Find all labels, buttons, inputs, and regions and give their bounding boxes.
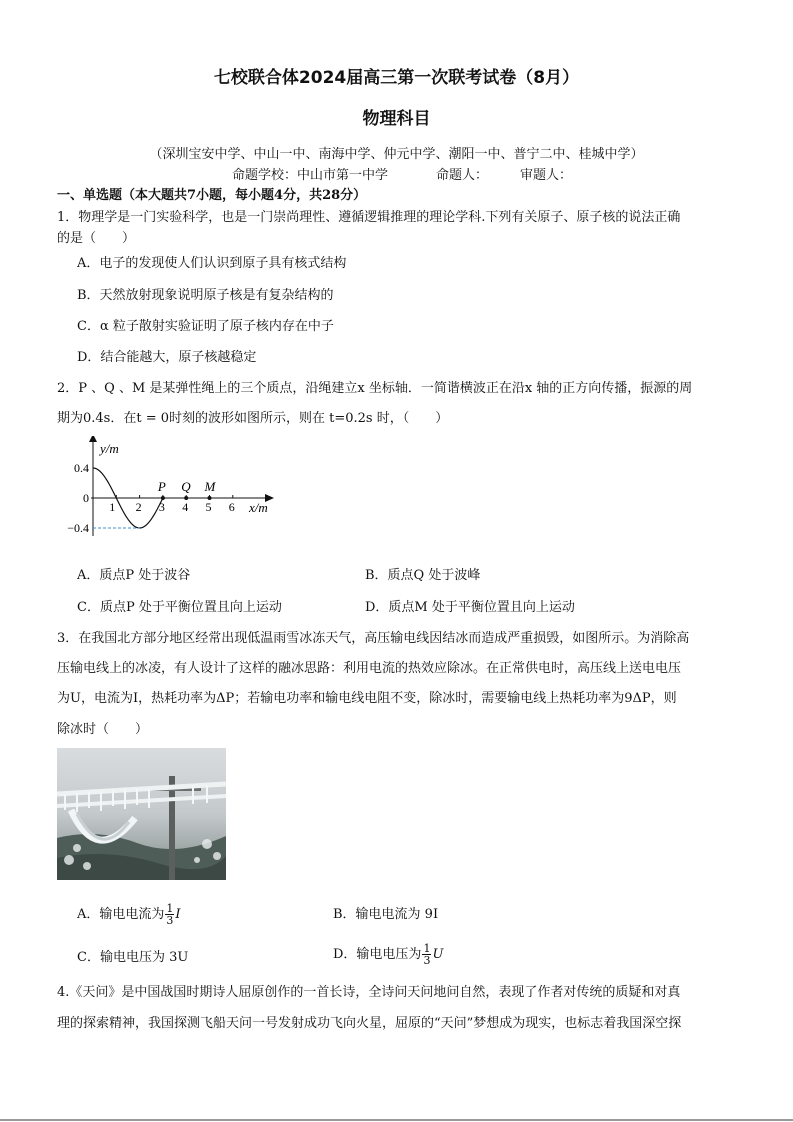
wave-point-p	[161, 496, 165, 500]
q3-option-a[interactable]	[77, 903, 181, 926]
section-heading: 一、单选题（本大题共7小题，每小题4分，共28分）	[57, 188, 367, 203]
x-axis-label: x/m	[249, 500, 268, 515]
q2-stem-line2: 期为0.4s．在t = 0时刻的波形如图所示，则在 t=0.2s 时，（ ）	[57, 411, 449, 426]
q3-stem-line4: 除冰时（ ）	[57, 722, 149, 737]
q3-stem-line2: 压输电线上的冰凌，有人设计了这样的融冰思路：利用电流的热效应除冰。在正常供电时，高压线上送电电压	[57, 661, 682, 676]
q2-option-a[interactable]: A．质点P 处于波谷	[77, 568, 191, 583]
q4-stem-line2: 理的探索精神，我国探测飞船天问一号发射成功飞向火星，屈原的“天问”梦想成为现实，也标志着我国深空探	[57, 1016, 682, 1031]
q3-option-d[interactable]	[333, 943, 443, 966]
q3-option-a-text: A．输电电流为	[77, 907, 165, 922]
y-axis-label: y/m	[100, 441, 119, 456]
q1-option-b[interactable]: B．天然放射现象说明原子核是有复杂结构的	[77, 288, 334, 303]
q1-option-c[interactable]: C．α 粒子散射实验证明了原子核内存在中子	[77, 319, 334, 334]
fraction-denominator: 3	[423, 954, 431, 967]
iced-power-line-photo	[57, 748, 226, 880]
q3-option-d-variable: U	[432, 947, 444, 962]
q1-stem-line2: 的是（ ）	[57, 231, 136, 246]
x-tick-label: 4	[182, 500, 189, 514]
q2-option-d[interactable]: D．质点M 处于平衡位置且向上运动	[365, 600, 575, 615]
q1-stem-line1: 1．物理学是一门实验科学，也是一门崇尚理性、遵循逻辑推理的理论学科.下列有关原子、原子核的说法正确	[57, 210, 681, 225]
subject-title: 物理科目	[362, 109, 431, 129]
q3-stem-line3: 为U，电流为I，热耗功率为ΔP；若输电功率和输电线电阻不变，除冰时，需要输电线上热耗功率为9ΔP，则	[57, 691, 677, 706]
y-tick-label: −0.4	[67, 521, 89, 535]
q2-option-b[interactable]: B．质点Q 处于波峰	[365, 568, 481, 583]
q4-stem-line1: 4.《天问》是中国战国时期诗人屈原创作的一首长诗，全诗问天问地问自然，表现了作者对传统的质疑和对真	[57, 985, 681, 1000]
wave-point-label-q: Q	[181, 479, 191, 494]
q3-option-c[interactable]: C．输电电压为 3U	[77, 950, 189, 965]
q1-option-d[interactable]: D．结合能越大，原子核越稳定	[77, 350, 257, 365]
q2-option-c[interactable]: C．质点P 处于平衡位置且向上运动	[77, 600, 282, 615]
exam-title: 七校联合体2024届高三第一次联考试卷（8月）	[213, 68, 580, 88]
setter-school: 命题学校：中山市第一中学	[232, 168, 389, 183]
wave-point-label-m: M	[204, 479, 216, 494]
x-tick-label: 5	[205, 500, 212, 514]
q3-stem-line1: 3．在我国北方部分地区经常出现低温雨雪冰冻天气，高压输电线因结冰而造成严重损毁，如图所示。为消除高	[57, 631, 690, 646]
fraction-one-third	[165, 903, 174, 926]
y-tick-label: 0.4	[74, 461, 89, 475]
q3-option-a-variable: I	[175, 907, 181, 922]
school-list: （深圳宝安中学、中山一中、南海中学、仲元中学、潮阳一中、普宁二中、桂城中学）	[149, 147, 644, 162]
page-bottom-rule	[0, 1119, 793, 1121]
wave-point-q	[184, 496, 188, 500]
x-tick-label: 6	[228, 500, 235, 514]
y-axis-arrow	[89, 436, 97, 442]
q1-option-a[interactable]: A．电子的发现使人们认识到原子具有核式结构	[77, 256, 347, 271]
y-tick-label: 0	[83, 491, 89, 505]
fraction-denominator: 3	[166, 914, 174, 927]
q3-option-d-text: D．输电电压为	[333, 947, 422, 962]
wave-point-m	[208, 496, 212, 500]
q2-stem-line1: 2．P 、Q 、M 是某弹性绳上的三个质点，沿绳建立x 坐标轴．一简谐横波正在沿x 轴的正方向传播，振源的周	[57, 381, 693, 396]
fraction-numerator: 1	[166, 902, 174, 915]
fraction-one-third	[422, 943, 431, 966]
x-tick-label: 1	[109, 500, 116, 514]
x-tick-label: 2	[135, 500, 142, 514]
reviewer: 审题人：	[520, 168, 573, 183]
fraction-numerator: 1	[423, 942, 431, 955]
wave-graph	[55, 436, 285, 546]
setter: 命题人：	[436, 168, 489, 183]
wave-point-label-p: P	[157, 479, 166, 494]
x-tick-label: 3	[158, 500, 165, 514]
q3-option-b[interactable]: B．输电电流为 9I	[333, 907, 439, 922]
